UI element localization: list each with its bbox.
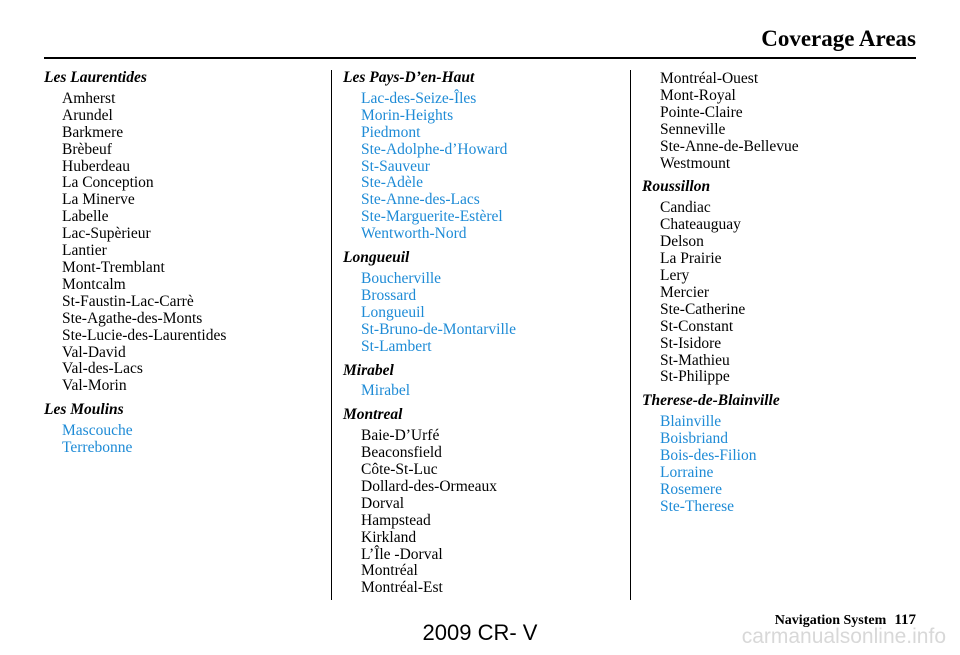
region-block: [642, 393, 927, 515]
region-block: [642, 179, 927, 386]
city-name: Westmount: [660, 154, 731, 172]
city-name: Delson: [660, 233, 704, 251]
city-name: Amherst: [62, 89, 116, 107]
city-name: L’Île -Dorval: [361, 545, 443, 563]
column-2: [343, 70, 628, 604]
city-name: Huberdeau: [62, 157, 130, 175]
city-link[interactable]: Lorraine: [660, 463, 714, 481]
city-name: La Prairie: [660, 250, 722, 268]
city-name: Lac-Supèrieur: [62, 225, 151, 243]
city-name: Mont-Royal: [660, 86, 736, 104]
region-heading: Les Moulins: [44, 401, 124, 419]
city-link[interactable]: Piedmont: [361, 123, 421, 141]
city-name: Dollard-des-Ormeaux: [361, 477, 498, 495]
city-name: Arundel: [62, 106, 113, 124]
city-link[interactable]: Mascouche: [62, 422, 133, 440]
city-link[interactable]: Ste-Therese: [660, 497, 735, 515]
city-name: Côte-St-Luc: [361, 461, 438, 479]
region-block: [44, 70, 329, 395]
city-name: St-Constant: [660, 317, 734, 335]
city-name: St-Isidore: [660, 334, 722, 352]
city-name: Beaconsfield: [361, 444, 442, 462]
city-name: Candiac: [660, 199, 711, 217]
region-heading: Therese-de-Blainville: [642, 392, 780, 410]
city-name: Kirkland: [361, 528, 417, 546]
city-link[interactable]: Bois-des-Filion: [660, 447, 757, 465]
city-name: Montréal: [361, 562, 418, 580]
city-name: Dorval: [361, 494, 405, 512]
city-link[interactable]: St-Bruno-de-Montarville: [361, 320, 516, 338]
city-name: Ste-Lucie-des-Laurentides: [62, 326, 227, 344]
city-name: Lantier: [62, 242, 107, 260]
page-title: Coverage Areas: [761, 26, 916, 51]
city-link[interactable]: Blainville: [660, 413, 722, 431]
watermark-site: carmanualsonline.info: [741, 625, 946, 648]
city-name: Val-David: [62, 343, 126, 361]
city-name: Ste-Agathe-des-Monts: [62, 309, 203, 327]
city-name: Barkmere: [62, 123, 124, 141]
column-1: [44, 70, 329, 464]
city-name: St-Mathieu: [660, 351, 730, 369]
city-name: Montréal-Ouest: [660, 70, 759, 87]
city-name: Ste-Catherine: [660, 300, 746, 318]
region-block: [343, 70, 628, 243]
city-name: Mont-Tremblant: [62, 258, 165, 276]
city-link[interactable]: Rosemere: [660, 480, 722, 498]
city-name: St-Faustin-Lac-Carrè: [62, 292, 194, 310]
region-block: [642, 70, 927, 172]
city-name: Montcalm: [62, 275, 126, 293]
title-rule: [44, 57, 916, 59]
city-link[interactable]: Morin-Heights: [361, 106, 454, 124]
city-link[interactable]: Boucherville: [361, 269, 442, 287]
footer-label: Navigation System: [774, 613, 887, 628]
region-heading: Montreal: [343, 406, 403, 424]
city-link[interactable]: Boisbriand: [660, 430, 729, 448]
city-name: St-Philippe: [660, 368, 730, 386]
city-name: La Conception: [62, 174, 154, 192]
city-name: Ste-Anne-de-Bellevue: [660, 137, 799, 155]
region-block: [343, 363, 628, 401]
city-name: Hampstead: [361, 511, 431, 529]
region-heading: Les Pays-D’en-Haut: [343, 69, 475, 86]
city-name: La Minerve: [62, 191, 135, 209]
region-block: [343, 407, 628, 597]
city-name: Val-Morin: [62, 377, 127, 395]
city-name: Labelle: [62, 208, 109, 226]
city-link[interactable]: Lac-des-Seize-Îles: [361, 89, 477, 107]
region-heading: Mirabel: [343, 361, 394, 379]
city-link[interactable]: Wentworth-Nord: [361, 225, 467, 243]
city-link[interactable]: Ste-Adolphe-d’Howard: [361, 140, 508, 158]
city-link[interactable]: Terrebonne: [62, 439, 133, 457]
city-name: Senneville: [660, 120, 726, 138]
page-number: 117: [894, 612, 916, 628]
city-name: Chateauguay: [660, 216, 741, 234]
city-name: Mercier: [660, 283, 710, 301]
city-name: Brèbeuf: [62, 140, 112, 158]
watermark-model: 2009 CR- V: [422, 620, 538, 645]
city-name: Val-des-Lacs: [62, 360, 143, 378]
region-block: [44, 402, 329, 457]
region-heading: Longueuil: [343, 249, 410, 267]
region-block: [343, 250, 628, 355]
city-name: Pointe-Claire: [660, 103, 743, 121]
region-heading: Roussillon: [642, 178, 711, 196]
city-link[interactable]: St-Sauveur: [361, 157, 430, 175]
city-name: Montréal-Est: [361, 579, 443, 597]
city-link[interactable]: Brossard: [361, 286, 417, 304]
city-link[interactable]: Mirabel: [361, 382, 411, 400]
city-name: Baie-D’Urfé: [361, 427, 440, 445]
city-name: Lery: [660, 266, 690, 284]
column-divider: [331, 70, 332, 600]
column-3: [642, 70, 927, 523]
city-link[interactable]: Ste-Adèle: [361, 174, 423, 192]
city-link[interactable]: Longueuil: [361, 303, 425, 321]
region-heading: Les Laurentides: [44, 69, 147, 86]
city-link[interactable]: Ste-Anne-des-Lacs: [361, 191, 480, 209]
city-link[interactable]: Ste-Marguerite-Estèrel: [361, 208, 503, 226]
city-link[interactable]: St-Lambert: [361, 337, 432, 355]
column-divider: [630, 70, 631, 600]
